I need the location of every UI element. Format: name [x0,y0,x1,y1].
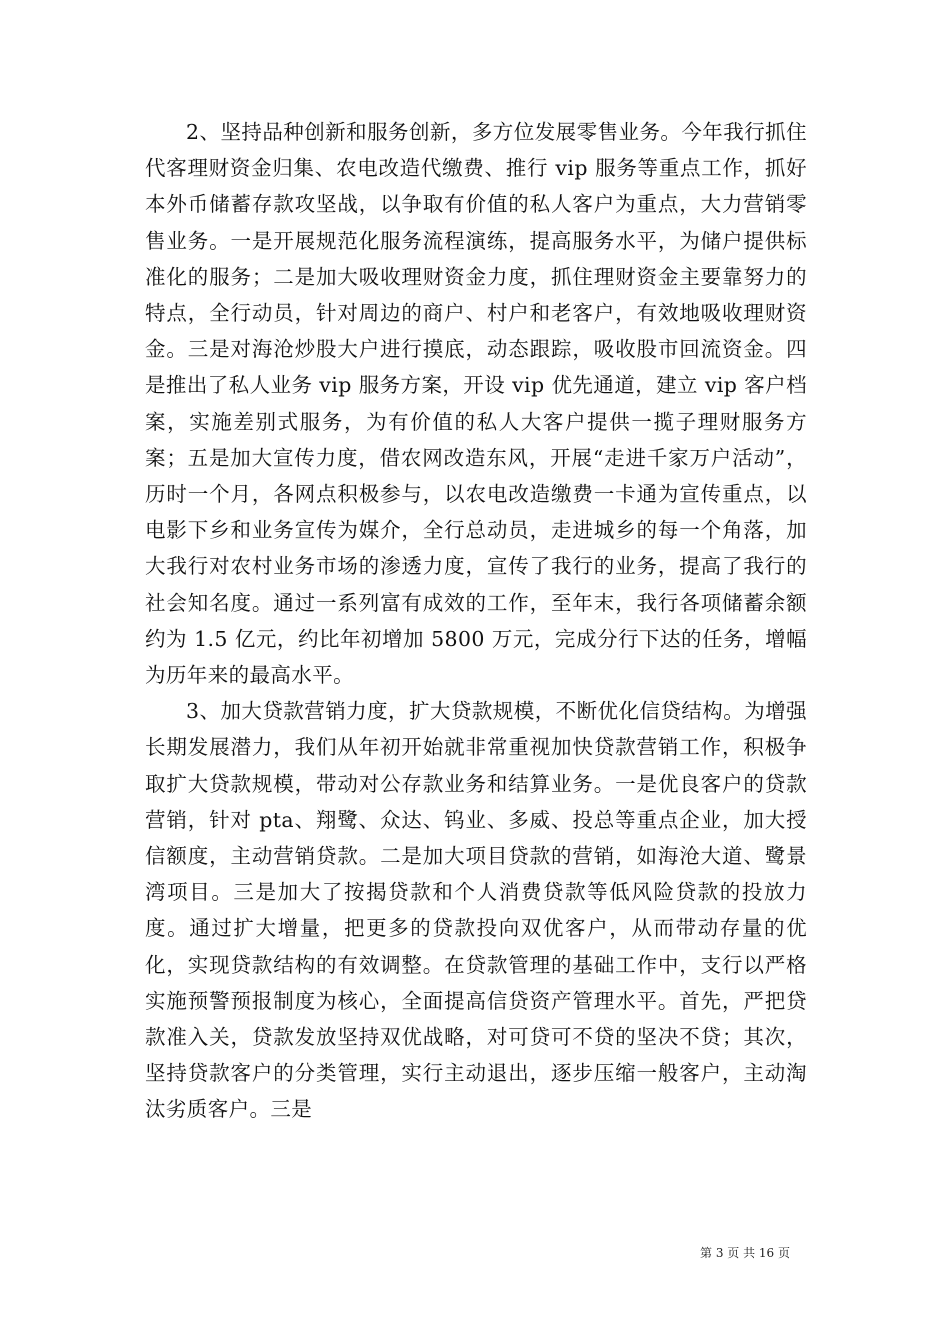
paragraph-retail-business: 2、坚持品种创新和服务创新，多方位发展零售业务。今年我行抓住代客理财资金归集、农电改造代缴费、推行 vip 服务等重点工作，抓好本外币储蓄存款攻坚战，以争取有价值的私人客户为重点，大力营销零售业务。一是开展规范化服务流程演练，提高服务水平，为储户提供标准化的服务；二是加大吸收理财资金力度，抓住理财资金主要靠努力的特点，全行动员，针对周边的商户、村户和老客户，有效地吸收理财资金。三是对海沧炒股大户进行摸底，动态跟踪，吸收股市回流资金。四是推出了私人业务 vip 服务方案，开设 vip 优先通道，建立 vip 客户档案，实施差别式服务，为有价值的私人大客户提供一揽子理财服务方案；五是加大宣传力度，借农网改造东风，开展“走进千家万户活动”，历时一个月，各网点积极参与，以农电改造缴费一卡通为宣传重点，以电影下乡和业务宣传为媒介，全行总动员，走进城乡的每一个角落，加大我行对农村业务市场的渗透力度，宣传了我行的业务，提高了我行的社会知名度。通过一系列富有成效的工作，至年末，我行各项储蓄余额约为 1.5 亿元，约比年初增加 5800 万元，完成分行下达的任务，增幅为历年来的最高水平。 [145,120,807,688]
document-body [145,114,807,1128]
paragraph-loan-marketing: 3、加大贷款营销力度，扩大贷款规模，不断优化信贷结构。为增强长期发展潜力，我们从年初开始就非常重视加快贷款营销工作，积极争取扩大贷款规模，带动对公存款业务和结算业务。一是优良客户的贷款营销，针对 pta、翔鹭、众达、钨业、多威、投总等重点企业，加大授信额度，主动营销贷款。二是加大项目贷款的营销，如海沧大道、鹭景湾项目。三是加大了按揭贷款和个人消费贷款等低风险贷款的投放力度。通过扩大增量，把更多的贷款投向双优客户，从而带动存量的优化，实现贷款结构的有效调整。在贷款管理的基础工作中，支行以严格实施预警预报制度为核心，全面提高信贷资产管理水平。首先，严把贷款准入关，贷款发放坚持双优战略，对可贷可不贷的坚决不贷；其次，坚持贷款客户的分类管理，实行主动退出，逐步压缩一般客户，主动淘汰劣质客户。三是 [145,699,807,1122]
page-number-footer: 第 3 页 共 16 页 [700,1246,790,1260]
